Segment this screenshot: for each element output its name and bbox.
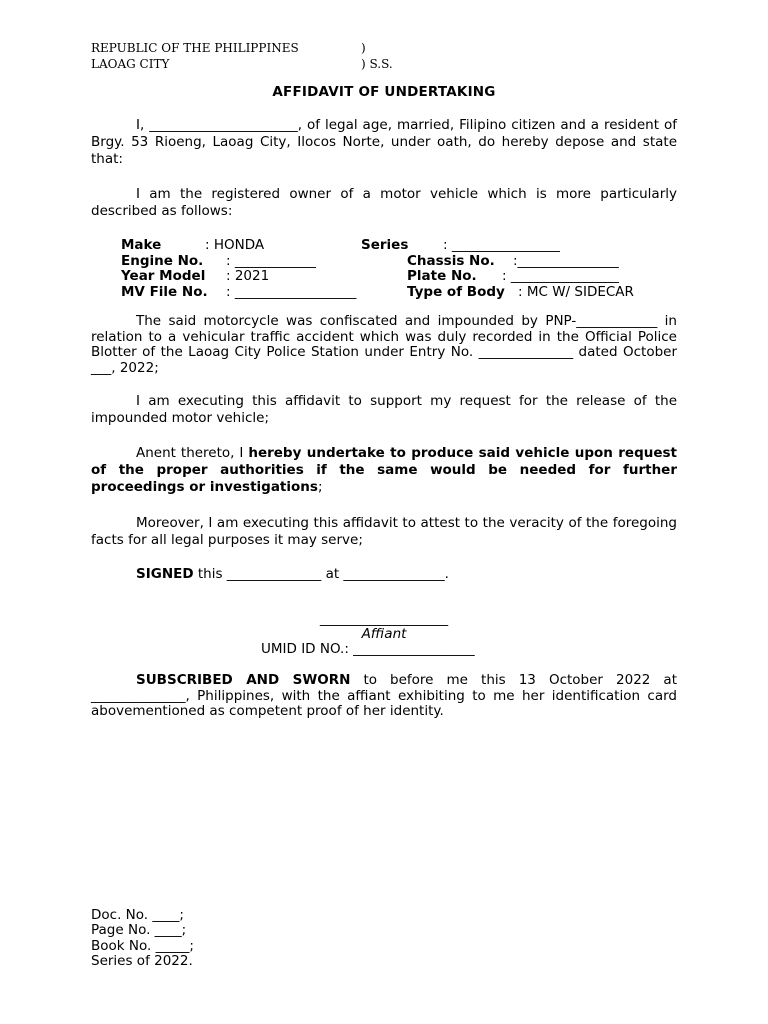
paragraph-impound-text: The said motorcycle was confiscated and impounded by PNP-____________ in relation to a vehicular traffic accident which was duly recorded in the Official Police Blotter of the Laoag City Police Station under Entry No. ______________ dated October ___, 2022; (91, 313, 677, 376)
mvfile-label: MV File No. (121, 283, 208, 300)
make-value: : HONDA (205, 237, 265, 253)
signed-label: SIGNED (136, 566, 194, 582)
paragraph-affiant-intro (91, 117, 677, 168)
body-label: Type of Body (407, 283, 505, 300)
engine-value: : ____________ (226, 252, 316, 269)
page-no: Page No. ____; (91, 922, 187, 939)
signed-line (91, 566, 677, 583)
year-value: : 2021 (226, 268, 270, 284)
paragraph-affiant-intro-text: I, ______________________, of legal age, married, Filipino citizen and a resident of Brgy. 53 Rioeng, Laoag City, Ilocos Norte, under oath, do hereby depose and state that: (91, 117, 677, 167)
paragraph-release-request-text: I am executing this affidavit to support my request for the release of the impounded motor vehicle; (91, 393, 677, 426)
series-label: Series (361, 237, 409, 253)
chassis-label: Chassis No. (407, 252, 495, 269)
plate-value: : ________________ (502, 268, 619, 284)
paragraph-owner-statement (91, 186, 677, 220)
umid-line: UMID ID NO.: __________________ (261, 641, 475, 657)
document-title: AFFIDAVIT OF UNDERTAKING (272, 84, 496, 100)
paragraph-impound (91, 314, 677, 376)
undertaking-post: ; (317, 479, 323, 495)
paragraph-owner-statement-text: I am the registered owner of a motor vehicle which is more particularly described as follows: (91, 186, 677, 219)
paragraph-undertaking (91, 445, 677, 496)
venue-city: LAOAG CITY (91, 57, 170, 71)
engine-label: Engine No. (121, 252, 204, 269)
paragraph-jurat (91, 673, 677, 720)
series-value: : ________________ (443, 237, 560, 253)
plate-label: Plate No. (407, 268, 477, 284)
make-label: Make (121, 237, 162, 253)
venue-country: REPUBLIC OF THE PHILIPPINES (91, 41, 299, 55)
notarial-register (91, 908, 194, 969)
venue-ss: ) S.S. (361, 57, 393, 71)
chassis-value: :_______________ (513, 252, 619, 269)
signature-line: ___________________ (319, 611, 449, 627)
affiant-caption: Affiant (361, 626, 407, 642)
series-year: Series of 2022. (91, 952, 193, 969)
paragraph-attestation-text: Moreover, I am executing this affidavit to attest to the veracity of the foregoing facts for all legal purposes it may serve; (91, 515, 677, 548)
doc-no: Doc. No. ____; (91, 907, 184, 923)
undertaking-pre: Anent thereto, I (136, 445, 249, 461)
jurat-rest: to before me this 13 October 2022 at ______________, Philippines, with the affiant exhibiting to me her identification card abovementioned as competent proof of her identity. (91, 672, 677, 719)
year-label: Year Model (121, 268, 206, 284)
mvfile-value: : __________________ (226, 283, 357, 300)
paragraph-attestation (91, 515, 677, 549)
venue-bracket: ) (361, 41, 366, 55)
venue-block (91, 40, 393, 72)
body-value: : MC W/ SIDECAR (518, 283, 634, 300)
undertaking-bold: hereby undertake to produce said vehicle upon request of the proper authorities if the same would be needed for further proceedings or investigations (91, 445, 677, 495)
paragraph-release-request (91, 393, 677, 427)
jurat-bold: SUBSCRIBED AND SWORN (136, 672, 351, 688)
book-no: Book No. _____; (91, 937, 194, 954)
signed-rest: this ______________ at _______________. (193, 566, 449, 582)
